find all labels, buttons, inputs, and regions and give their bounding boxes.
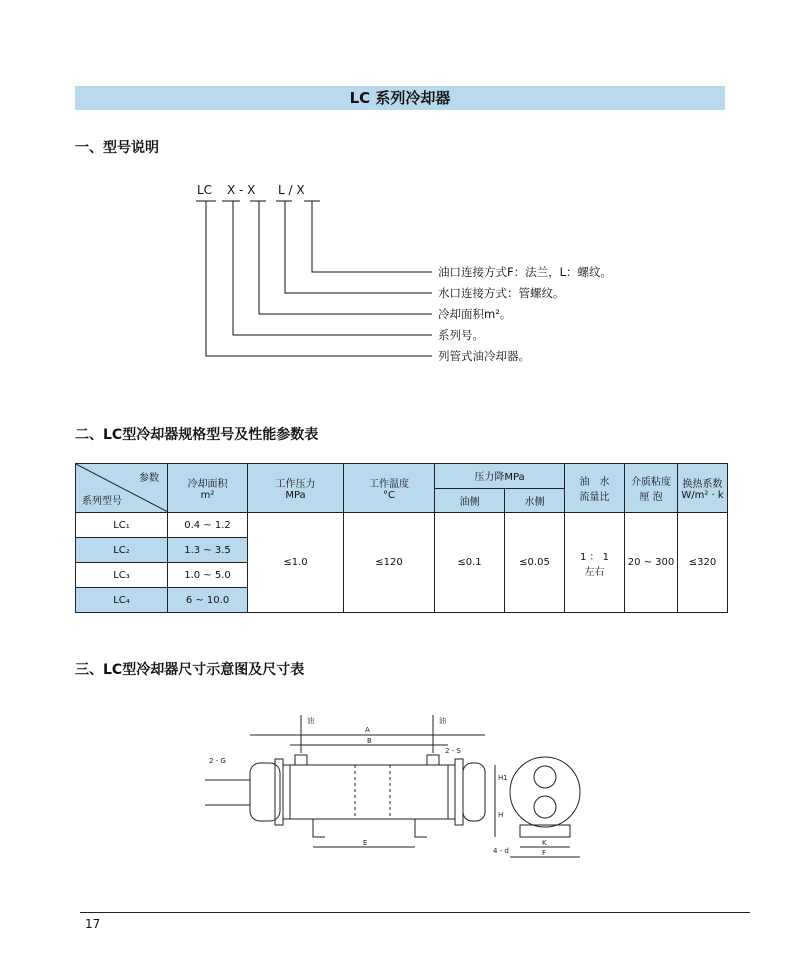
dim-F-label: F xyxy=(542,849,547,857)
desc-type: 列管式油冷却器。 xyxy=(438,349,530,363)
dim-A-label: A xyxy=(365,726,370,734)
page-title-banner: LC 系列冷却器 xyxy=(75,86,725,110)
pressure-cell: ≤1.0 xyxy=(248,513,344,613)
temp-cell: ≤120 xyxy=(344,513,435,613)
port-g-label: 2 - G xyxy=(209,757,226,765)
spec-table xyxy=(75,463,728,613)
oil-inlet-nozzle xyxy=(295,755,307,765)
desc-water-port: 水口连接方式：管螺纹。 xyxy=(438,286,565,300)
oil-outlet-nozzle xyxy=(427,755,439,765)
header-drop-water: 水侧 xyxy=(505,488,565,513)
code-part-series: LC xyxy=(197,183,213,197)
table-row xyxy=(76,513,728,538)
page-number: 17 xyxy=(85,917,101,931)
viscosity-cell: 20 ~ 300 xyxy=(625,513,678,613)
area-cell: 1.3 ~ 3.5 xyxy=(168,538,248,563)
upper-port-circle xyxy=(534,766,556,788)
right-head xyxy=(463,763,485,821)
dim-H1-label: H1 xyxy=(498,774,508,782)
model-cell: LC₃ xyxy=(76,563,168,588)
ratio-cell: 1 ： 1 左右 xyxy=(565,513,625,613)
section-heading-dimension: 三、LC型冷却器尺寸示意图及尺寸表 xyxy=(75,662,305,678)
model-cell: LC₄ xyxy=(76,588,168,613)
header-pressure: 工作压力 MPa xyxy=(248,464,344,513)
header-temp: 工作温度 °C xyxy=(344,464,435,513)
section-heading-model: 一、型号说明 xyxy=(75,140,159,156)
code-part-ports: L / X xyxy=(278,183,305,197)
model-code-diagram xyxy=(0,0,800,380)
diag-top-label: 参数 xyxy=(139,473,159,484)
oil-inlet-label: 油 xyxy=(307,717,314,725)
desc-series-no: 系列号。 xyxy=(438,328,484,342)
dim-E-label: E xyxy=(363,839,368,847)
header-flow-ratio: 油 水 流量比 xyxy=(565,464,625,513)
desc-oil-port: 油口连接方式F：法兰，L：螺纹。 xyxy=(438,265,613,279)
oil-outlet-label: 油 xyxy=(439,717,446,725)
footer-divider xyxy=(80,912,750,913)
model-cell: LC₁ xyxy=(76,513,168,538)
heat-cell: ≤320 xyxy=(678,513,728,613)
port-s-label: 2 - S xyxy=(445,747,461,755)
code-part-area: X - X xyxy=(227,183,256,197)
diag-bottom-label: 系列型号 xyxy=(82,496,122,507)
dim-B-label: B xyxy=(367,737,372,745)
dim-K-label: K xyxy=(542,839,547,847)
header-pressure-drop: 压力降MPa xyxy=(435,464,565,489)
area-cell: 1.0 ~ 5.0 xyxy=(168,563,248,588)
header-drop-oil: 油侧 xyxy=(435,488,505,513)
right-foot xyxy=(415,819,427,837)
cooler-dimension-drawing xyxy=(195,705,615,865)
desc-cooling-area: 冷却面积m²。 xyxy=(438,307,512,321)
header-viscosity: 介质粘度 厘 泡 xyxy=(625,464,678,513)
drop-oil-cell: ≤0.1 xyxy=(435,513,505,613)
area-cell: 6 ~ 10.0 xyxy=(168,588,248,613)
diag-header-cell xyxy=(76,464,168,513)
header-heat-coeff: 换热系数 W/m² · k xyxy=(678,464,728,513)
drop-water-cell: ≤0.05 xyxy=(505,513,565,613)
holes-label: 4 - d xyxy=(493,847,509,855)
shell-body xyxy=(283,765,455,819)
section-heading-spec: 二、LC型冷却器规格型号及性能参数表 xyxy=(75,427,319,443)
model-cell: LC₂ xyxy=(76,538,168,563)
dim-H-label: H xyxy=(498,811,504,819)
area-cell: 0.4 ~ 1.2 xyxy=(168,513,248,538)
right-flange xyxy=(455,759,463,825)
end-view-flange xyxy=(510,757,580,827)
left-foot xyxy=(313,819,325,837)
header-area: 冷却面积 m² xyxy=(168,464,248,513)
lower-port-circle xyxy=(534,796,556,818)
